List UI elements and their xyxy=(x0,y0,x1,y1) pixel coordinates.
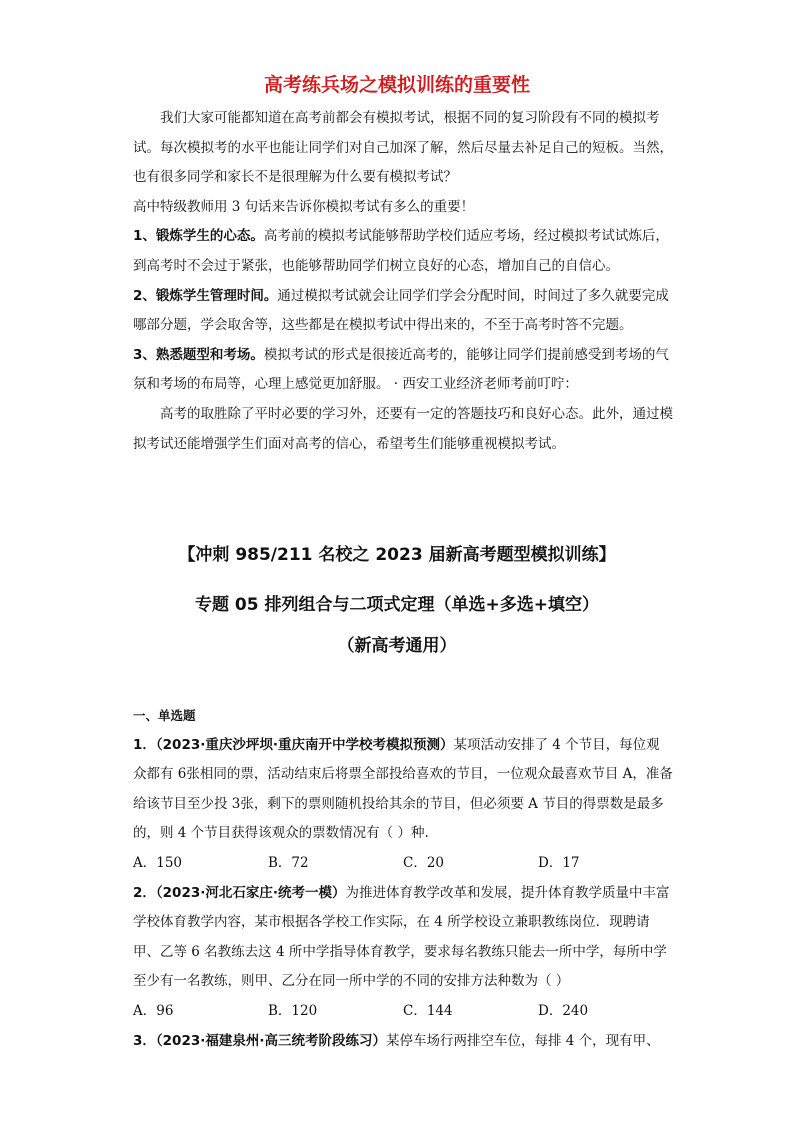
intro-point xyxy=(133,341,673,400)
option[interactable]: D．17 xyxy=(538,854,580,871)
point-body: 模拟考试的形式是很接近高考的，能够让同学们提前感受到考场的气氛和考场的布局等，心理上感觉更加舒服。 · 西安工业经济老师考前叮咛： xyxy=(133,346,669,393)
intro-paragraph: 高中特级教师用 3 句话来告诉你模拟考试有多么的重要！ xyxy=(133,198,475,215)
question-source: （2023·福建泉州·高三统考阶段练习） xyxy=(155,1032,386,1049)
question-text: 为推进体育教学改革和发展，提升体育教学质量中丰富学校体育教学内容，某市根据各学校工作实际，在 4 所学校设立兼职教练岗位．现聘请甲、乙等 6 名教练去这 4 所中学指导体育教学，要求每名教练只能去一所中学，每所中学至少有一名教练，则甲、乙分在同一所中学的不同的安排方法种数为（ ） xyxy=(133,884,670,990)
option[interactable]: C．20 xyxy=(403,854,445,871)
question-number: 1． xyxy=(133,736,156,753)
intro-paragraph: 高考的取胜除了平时必要的学习外，还要有一定的答题技巧和良好心态。此外，通过模拟考试还能增强学生们面对高考的信心，希望考生们能够重视模拟考试。 xyxy=(133,405,673,452)
point-head: 3、熟悉题型和考场。 xyxy=(133,346,264,363)
question-source: （2023·河北石家庄·统考一模） xyxy=(155,884,346,901)
question-source: （2023·重庆沙坪坝·重庆南开中学校考模拟预测） xyxy=(155,736,454,753)
option[interactable]: A．150 xyxy=(133,854,183,871)
exam-heading-line-1: 【冲刺 985/211 名校之 2023 届新高考题型模拟训练】 xyxy=(178,545,616,565)
intro-point xyxy=(133,282,673,341)
question-number: 3． xyxy=(133,1032,156,1049)
page-title: 高考练兵场之模拟训练的重要性 xyxy=(263,74,530,96)
intro-section xyxy=(133,104,673,459)
question-number: 2． xyxy=(133,884,156,901)
point-head: 2、锻炼学生管理时间。 xyxy=(133,287,278,304)
point-body: 高考前的模拟考试能够帮助学校们适应考场，经过模拟考试试炼后，到高考时不会过于紧张，也能够帮助同学们树立良好的心态，增加自己的自信心。 xyxy=(133,228,669,274)
question xyxy=(133,731,673,849)
section-title: 一、单选题 xyxy=(133,708,196,723)
option[interactable]: A．96 xyxy=(133,1002,174,1019)
option[interactable]: C．144 xyxy=(403,1002,453,1019)
question-section xyxy=(133,701,673,1056)
point-body: 通过模拟考试就会让同学们学会分配时间，时间过了多久就要完成哪部分题，学会取舍等，这些都是在模拟考试中得出来的，不至于高考时答不完题。 xyxy=(133,287,669,334)
point-head: 1、锻炼学生的心态。 xyxy=(133,228,264,245)
question-text: 某项活动安排了 4 个节目，每位观众都有 6张相同的票，活动结束后将票全部投给喜欢的节目，一位观众最喜欢节目 A，准备给该节目至少投 3张，剩下的票则随机投给其余的节目，但必须要 A 节目的得票数是最多的，则 4 个节目获得该观众的票数情况有（ ）种. xyxy=(133,736,673,842)
option-row xyxy=(133,849,673,879)
question xyxy=(133,879,673,997)
option[interactable]: B．120 xyxy=(268,1002,318,1019)
option[interactable]: B．72 xyxy=(268,854,309,871)
exam-heading-line-2: 专题 05 排列组合与二项式定理（单选+多选+填空） xyxy=(195,595,599,615)
intro-point xyxy=(133,222,673,281)
intro-paragraph: 我们大家可能都知道在高考前都会有模拟考试，根据不同的复习阶段有不同的模拟考试。每次模拟考的水平也能让同学们对自己加深了解，然后尽量去补足自己的短板。当然，也有很多同学和家长不是很理解为什么要有模拟考试？ xyxy=(133,110,673,186)
question xyxy=(133,1027,673,1057)
question-text: 某停车场行两排空车位，每排 4 个，现有甲、 xyxy=(386,1032,660,1049)
option[interactable]: D．240 xyxy=(538,1002,589,1019)
option-row xyxy=(133,997,673,1027)
exam-heading-line-3: （新高考通用） xyxy=(337,636,457,656)
